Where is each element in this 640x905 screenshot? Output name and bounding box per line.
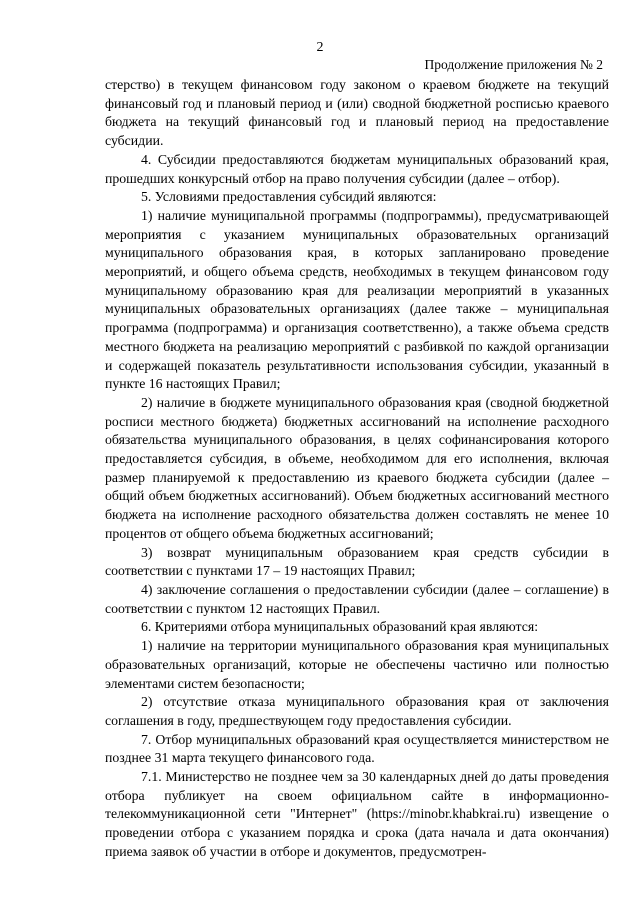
paragraph-item-7-1: 7.1. Министерство не позднее чем за 30 календарных дней до даты проведения отбора публикует на своем официальном сайте в информационно-телекоммуникационной сети "Интернет" (https://minobr.khabkrai.ru) извещение о проведении отбора с указанием порядка и срока (дата начала и дата окончания) приема заявок об участии в отборе и документов, предусмотрен-: [105, 769, 609, 859]
page-number: 2: [316, 40, 324, 55]
paragraph-continuation: стерство) в текущем финансовом году законом о краевом бюджете на текущий финансовый год и плановый период и (или) сводной бюджетной росписью краевого бюджета на текущий финансовый год и плановый период на предоставление субсидии.: [105, 77, 609, 149]
paragraph-item-6: 6. Критериями отбора муниципальных образований края являются:: [141, 619, 539, 635]
paragraph-item-5-1: 1) наличие муниципальной программы (подпрограммы), предусматривающей мероприятия с указанием муниципальных образовательных организаций муниципального образования края, в которых запланировано проведение мероприятий, и общего объема средств, необходимых в текущем финансовом году муниципальному образованию края для реализации мероприятий в указанных муниципальных образовательных организациях (далее также – муниципальная программа (подпрограмма) и организация соответственно), а также объема средств местного бюджета на реализацию мероприятий с разбивкой по каждой организации и содержащей показатель результативности использования субсидии, указанный в пункте 16 настоящих Правил;: [105, 207, 609, 392]
paragraph-item-7: 7. Отбор муниципальных образований края осуществляется министерством не позднее 31 марта текущего финансового года.: [105, 731, 609, 766]
paragraph-item-4: 4. Субсидии предоставляются бюджетам муниципальных образований края, прошедших конкурсный отбор на право получения субсидии (далее – отбор).: [105, 151, 609, 186]
paragraph-item-6-1: 1) наличие на территории муниципального образования края муниципальных образовательных организаций, которые не обеспечены частично или полностью элементами систем безопасности;: [105, 638, 609, 691]
paragraph-item-5: 5. Условиями предоставления субсидий являются:: [141, 189, 437, 205]
paragraph-item-5-4: 4) заключение соглашения о предоставлении субсидии (далее – соглашение) в соответствии с пунктом 12 настоящих Правил.: [105, 581, 609, 616]
paragraph-item-5-3: 3) возврат муниципальным образованием края средств субсидии в соответствии с пунктами 17 – 19 настоящих Правил;: [105, 544, 609, 579]
document-body: [105, 76, 609, 862]
running-header: Продолжение приложения № 2: [424, 57, 603, 72]
paragraph-item-6-2: 2) отсутствие отказа муниципального образования края от заключения соглашения в году, предшествующем году предоставления субсидии.: [105, 694, 609, 728]
paragraph-item-5-2: 2) наличие в бюджете муниципального образования края (сводной бюджетной росписи местного бюджета) бюджетных ассигнований на исполнение расходного обязательства муниципального образования, в целях софинансирования которого предоставляется субсидия, в объеме, необходимом для его исполнения, включая размер планируемой к предоставлению из краевого бюджета субсидии (далее – общий объем бюджетных ассигнований). Объем бюджетных ассигнований местного бюджета на исполнение расходного обязательства должен составлять не менее 10 процентов от общего объема бюджетных ассигнований;: [105, 394, 609, 541]
